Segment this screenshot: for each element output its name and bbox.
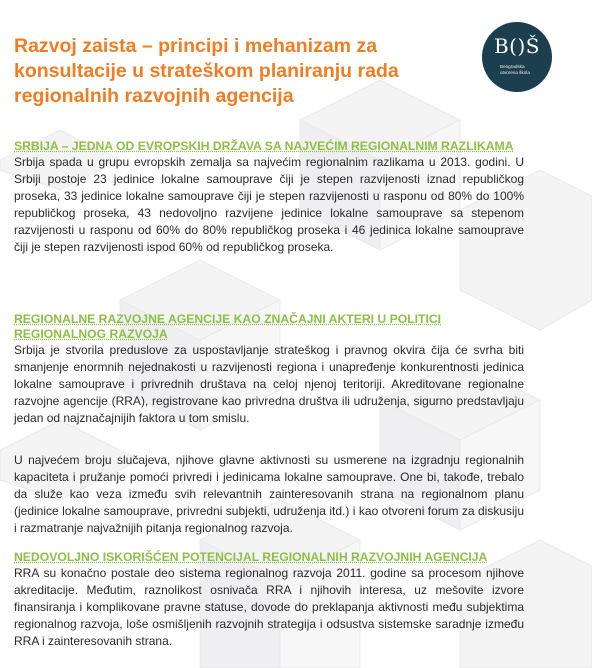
section-agency-activities	[14, 452, 524, 537]
section-body: Srbija spada u grupu evropskih zemalja sa najvećim regionalnim razlikama u 2013. godini. U Srbiji postoje 23 jedinice lokalne samouprave čiji je stepen razvijenosti iznad republičkog proseka, 33 jedinice lokalne samouprave čiji je stepen razvijenosti u rasponu od 80% do 100% republičkog proseka, 43 nedovoljno razvijene jedinice lokalne samouprave sa stepenom razvijenosti u rasponu od 60% do 80% republičkog proseka i 46 jedinica lokalne samouprave čiji je stepen razvijenosti ispod 60% od republičkog proseka.	[14, 155, 524, 254]
section-body: U najvećem broju slučajeva, njihove glavne aktivnosti su usmerene na izgradnju regionalnih kapaciteta i pružanje pomoći privredi i jedinicama lokalne samouprave. One bi, takođe, trebalo da služe kao veza između svih relevantnih zainteresovanih strana na regionalnom planu (jedinice lokalne samouprave, privredni subjekti, udruženja itd.) i kao otvoreni forum za diskusiju i razmatranje najvažnijih pitanja regionalnog razvoja.	[14, 453, 524, 535]
section-heading: NEDOVOLJNO ISKORIŠĆEN POTENCIJAL REGIONALNIH RAZVOJNIH AGENCIJA	[14, 550, 488, 564]
logo-subtitle: Beogradska otvorena škola	[500, 64, 530, 75]
section-body: Srbija je stvorila preduslove za uspostavljanje strateškog i pravnog okvira čija će svrha biti smanjenje enormnih nejednakosti u razvijenosti regiona i unapređenje konkurentnosti jedinica lokalne samouprave i privrednih društava na celoj njenoj teritoriji. Akreditovane regionalne razvojne agencije (RRA), registrovane kao privredna društva ili udruženja, sigurno predstavljaju jedan od najznačajnijih faktora u tom smislu.	[14, 343, 524, 425]
section-unused-potential	[14, 550, 524, 650]
section-regional-differences	[14, 139, 524, 256]
section-body: RRA su konačno postale deo sistema regionalnog razvoja 2011. godine sa procesom njihove akreditacije. Međutim, raznolikost osnivača RRA i njihovih interesa, uz mešovite izvore finansiranja i komplikovane pravne statuse, dovode do preklapanja aktivnosti među subjektima regionalnog razvoja, loše osmišljenih razvojnih strategija i odsustva sistemske saradnje između RRA i zainteresovanih strana.	[14, 566, 524, 648]
section-heading: REGIONALNE RAZVOJNE AGENCIJE KAO ZNAČAJNI AKTERI U POLITICI REGIONALNOG RAZVOJA	[14, 312, 442, 341]
section-heading: SRBIJA – JEDNA OD EVROPSKIH DRŽAVA SA NAJVEĆIM REGIONALNIM RAZLIKAMA	[14, 139, 514, 153]
logo-mark: B()Š	[493, 34, 540, 58]
page-title: Razvoj zaista – principi i mehanizam za konsultacije u strateškom planiranju rada regionalnih razvojnih agencija	[14, 35, 399, 107]
section-development-agencies	[14, 312, 524, 427]
organization-logo	[482, 22, 552, 92]
